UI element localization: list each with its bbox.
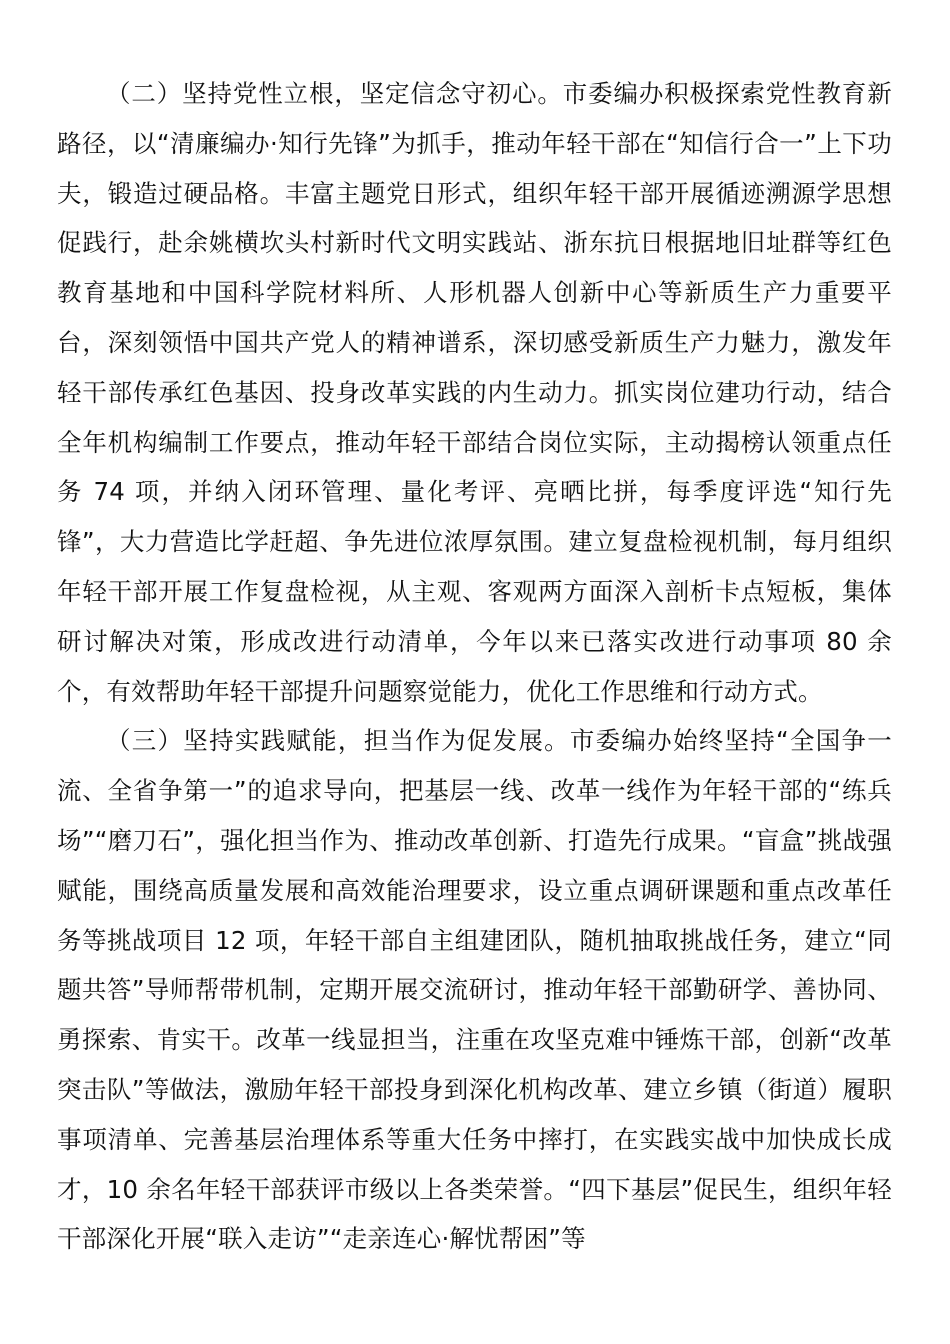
- paragraph-section-three: （三）坚持实践赋能，担当作为促发展。市委编办始终坚持“全国争一流、全省争第一”的追求导向，把基层一线、改革一线作为年轻干部的“练兵场”“磨刀石”，强化担当作为、推动改革创新、打造先行成果。“盲盒”挑战强赋能，围绕高质量发展和高效能治理要求，设立重点调研课题和重点改革任务等挑战项目 12 项，年轻干部自主组建团队，随机抽取挑战任务，建立“同题共答”导师帮带机制，定期开展交流研讨，推动年轻干部勤研学、善协同、勇探索、肯实干。改革一线显担当，注重在攻坚克难中锤炼干部，创新“改革突击队”等做法，激励年轻干部投身到深化机构改革、建立乡镇（街道）履职事项清单、完善基层治理体系等重大任务中摔打，在实践实战中加快成长成才，10 余名年轻干部获评市级以上各类荣誉。“四下基层”促民生，组织年轻干部深化开展“联入走访”“走亲连心·解忧帮困”等: [57, 726, 892, 1254]
- paragraph-section-two: （二）坚持党性立根，坚定信念守初心。市委编办积极探索党性教育新路径，以“清廉编办·知行先锋”为抓手，推动年轻干部在“知信行合一”上下功夫，锻造过硬品格。丰富主题党日形式，组织年轻干部开展循迹溯源学思想促践行，赴余姚横坎头村新时代文明实践站、浙东抗日根据地旧址群等红色教育基地和中国科学院材料所、人形机器人创新中心等新质生产力重要平台，深刻领悟中国共产党人的精神谱系，深切感受新质生产力魅力，激发年轻干部传承红色基因、投身改革实践的内生动力。抓实岗位建功行动，结合全年机构编制工作要点，推动年轻干部结合岗位实际，主动揭榜认领重点任务 74 项，并纳入闭环管理、量化考评、亮晒比拼，每季度评选“知行先锋”，大力营造比学赶超、争先进位浓厚氛围。建立复盘检视机制，每月组织年轻干部开展工作复盘检视，从主观、客观两方面深入剖析卡点短板，集体研讨解决对策，形成改进行动清单，今年以来已落实改进行动事项 80 余个，有效帮助年轻干部提升问题察觉能力，优化工作思维和行动方式。: [57, 79, 892, 706]
- document-body: [57, 69, 892, 1264]
